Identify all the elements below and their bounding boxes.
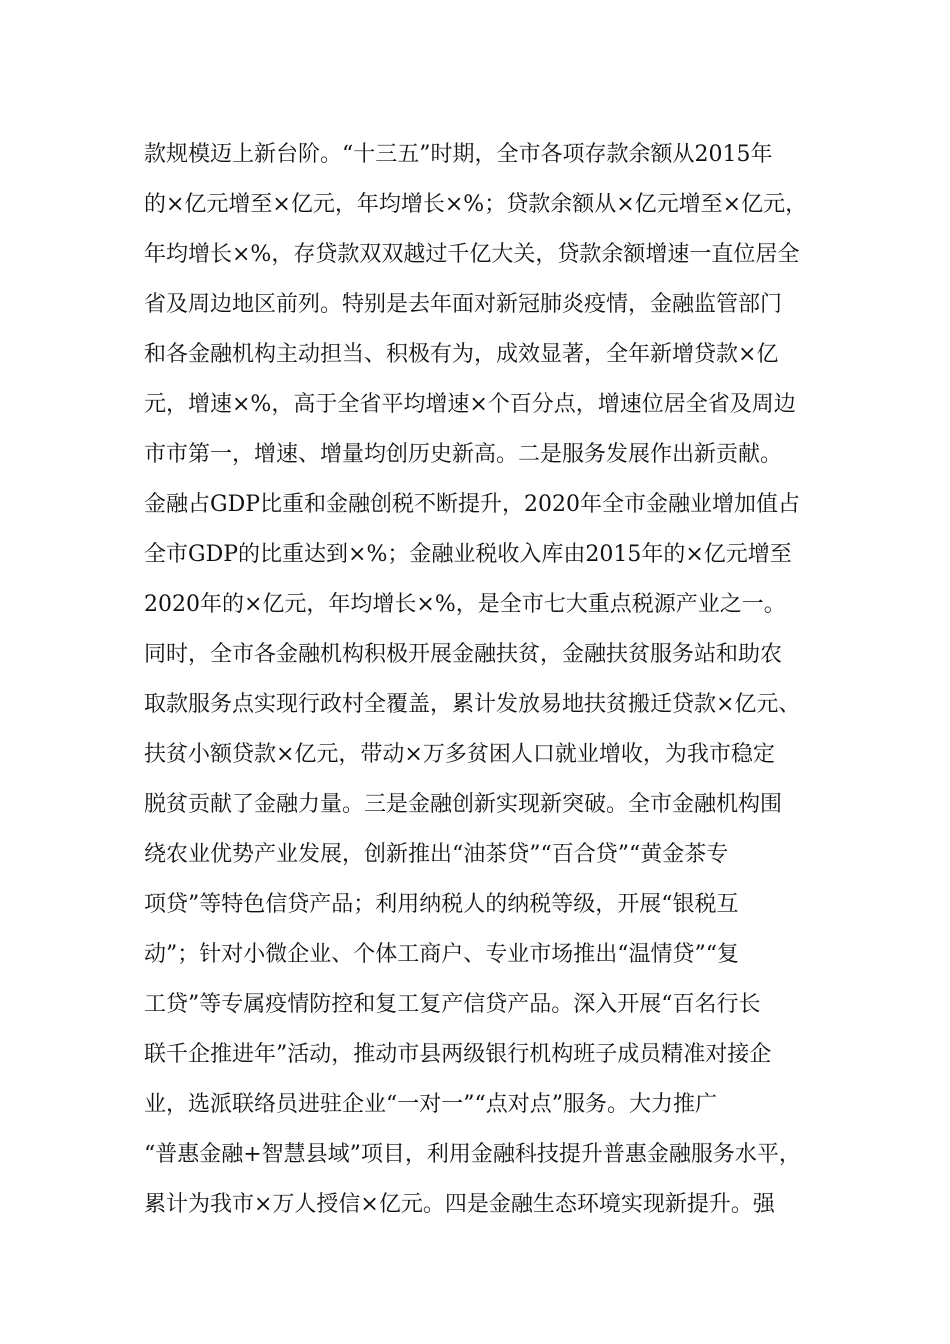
- body-text: [144, 130, 834, 1230]
- text-line: 取款服务点实现行政村全覆盖，累计发放易地扶贫搬迁贷款×亿元、: [144, 692, 801, 717]
- text-line: 累计为我市×万人授信×亿元。四是金融生态环境实现新提升。强: [144, 1192, 775, 1217]
- text-line: 脱贫贡献了金融力量。三是金融创新实现新突破。全市金融机构围: [144, 792, 783, 817]
- text-line: 年均增长×%，存贷款双双越过千亿大关，贷款余额增速一直位居全: [144, 242, 800, 267]
- text-line: 业，选派联络员进驻企业“一对一”“点对点”服务。大力推广: [144, 1092, 717, 1117]
- text-line: 联千企推进年”活动，推动市县两级银行机构班子成员精准对接企: [144, 1042, 772, 1067]
- text-line: 动”；针对小微企业、个体工商户、专业市场推出“温情贷”“复: [144, 942, 739, 967]
- text-line: 省及周边地区前列。特别是去年面对新冠肺炎疫情，金融监管部门: [144, 292, 783, 317]
- text-line: 和各金融机构主动担当、积极有为，成效显著，全年新增贷款×亿: [144, 342, 779, 367]
- text-line: 项贷”等特色信贷产品；利用纳税人的纳税等级，开展“银税互: [144, 892, 739, 917]
- text-line: 的×亿元增至×亿元，年均增长×%；贷款余额从×亿元增至×亿元，: [144, 192, 808, 217]
- text-line: 2020年的×亿元，年均增长×%，是全市七大重点税源产业之一。: [144, 592, 786, 617]
- text-line: 绕农业优势产业发展，创新推出“油茶贷”“百合贷”“黄金茶专: [144, 842, 729, 867]
- text-line: “普惠金融+智慧县域”项目，利用金融科技提升普惠金融服务水平，: [144, 1142, 801, 1167]
- text-line: 元，增速×%，高于全省平均增速×个百分点，增速位居全省及周边: [144, 392, 796, 417]
- text-line: 工贷”等专属疫情防控和复工复产信贷产品。深入开展“百名行长: [144, 992, 761, 1017]
- text-line: 扶贫小额贷款×亿元，带动×万多贫困人口就业增收，为我市稳定: [144, 742, 775, 767]
- text-line: 同时，全市各金融机构积极开展金融扶贫，金融扶贫服务站和助农: [144, 642, 783, 667]
- text-line: 金融占GDP比重和金融创税不断提升，2020年全市金融业增加值占: [144, 492, 801, 517]
- text-line: 市市第一，增速、增量均创历史新高。二是服务发展作出新贡献。: [144, 442, 783, 467]
- text-line: 款规模迈上新台阶。“十三五”时期，全市各项存款余额从2015年: [144, 142, 773, 167]
- text-line: 全市GDP的比重达到×%；金融业税收入库由2015年的×亿元增至: [144, 542, 792, 567]
